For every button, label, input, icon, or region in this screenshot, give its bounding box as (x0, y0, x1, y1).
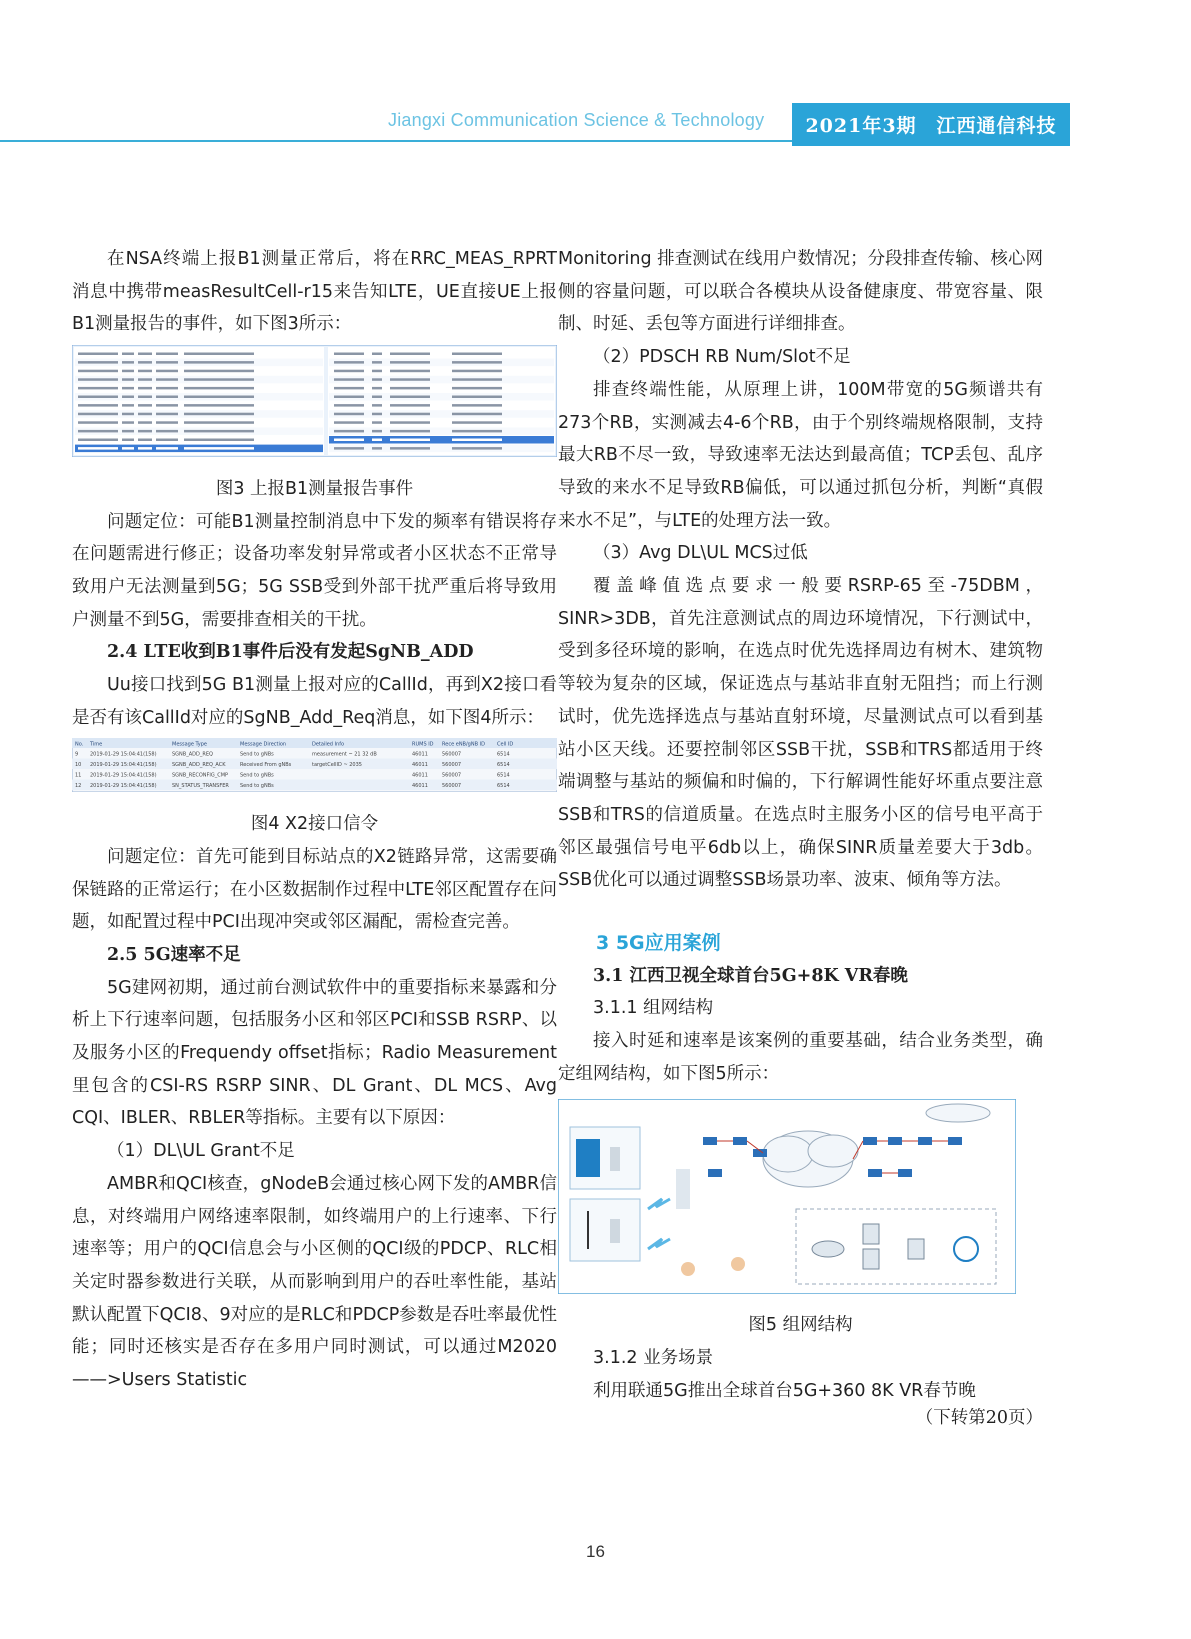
log-cell (122, 447, 134, 450)
log-cell (452, 370, 502, 373)
log-cell (334, 387, 364, 390)
log-cell (156, 404, 178, 407)
log-cell (334, 430, 364, 433)
log-cell (78, 430, 118, 433)
log-cell (334, 439, 364, 442)
log-cell (122, 387, 134, 390)
log-cell (138, 370, 152, 373)
fig3-caption: 图3 上报B1测量报告事件 (215, 478, 414, 499)
table-header-cell: Time (90, 741, 103, 748)
log-cell (372, 370, 382, 373)
table-cell: Received From gNBs (240, 762, 292, 769)
log-cell (156, 439, 178, 442)
log-cell (156, 413, 178, 416)
log-cell (390, 378, 430, 381)
log-cell (452, 387, 502, 390)
fig5-caption: 图5 组网结构 (748, 1315, 853, 1336)
table-cell: 46011 (412, 783, 428, 790)
log-cell (122, 404, 134, 407)
left-column (72, 243, 557, 1397)
log-cell (372, 421, 382, 424)
figure-3 (72, 345, 557, 469)
log-cell (372, 447, 382, 450)
log-cell (156, 396, 178, 399)
log-cell (138, 439, 152, 442)
log-cell (122, 353, 134, 356)
subheading: （3）Avg DL\UL MCS过低 (593, 543, 808, 564)
table-cell: Send to gNBs (240, 772, 274, 779)
log-cell (138, 361, 152, 364)
figure-4 (72, 738, 557, 804)
fig4-caption: 图4 X2接口信令 (250, 814, 379, 835)
log-cell (122, 413, 134, 416)
log-cell (390, 404, 430, 407)
log-cell (78, 439, 118, 442)
log-cell (334, 447, 364, 450)
log-cell (372, 430, 382, 433)
fig3-screenshot (72, 345, 557, 457)
table-header-cell: Message Type (172, 741, 207, 748)
section-heading-2-4: 2.4 LTE收到B1事件后没有发起SgNB_ADD (107, 642, 474, 663)
table-cell: 11 (75, 772, 82, 779)
log-cell (78, 447, 118, 450)
log-cell (184, 378, 254, 381)
log-cell (156, 353, 178, 356)
table-cell: targetCellID ~ 2035 (312, 762, 362, 769)
table-header-cell: Cell ID (497, 741, 514, 748)
table-cell: 2019-01-29 15:04:41(158) (90, 772, 157, 779)
log-cell (78, 404, 118, 407)
issue-banner: 2021年3期 江西通信科技 (792, 103, 1070, 146)
log-cell (372, 396, 382, 399)
log-cell (452, 430, 502, 433)
log-cell (184, 439, 254, 442)
figure-5 (558, 1099, 1043, 1306)
log-cell (334, 361, 364, 364)
log-cell (452, 353, 502, 356)
log-cell (452, 413, 502, 416)
table-cell: 2019-01-29 15:04:41(158) (90, 751, 157, 758)
log-cell (452, 378, 502, 381)
paragraph: Uu接口找到5G B1测量上报对应的CallId，再到X2接口看是否有该CallId对应的SgNB_Add_Req消息，如下图4所示： (72, 675, 557, 728)
subheading: （1）DL\UL Grant不足 (107, 1141, 295, 1162)
table-cell: 46011 (412, 751, 428, 758)
table-cell: SGNB_ADD_REQ_ACK (172, 762, 226, 769)
table-cell: SGNB_RECONFIG_CMP (172, 772, 229, 779)
paragraph: 问题定位：首先可能到目标站点的X2链路异常，这需要确保链路的正常运行；在小区数据制作过程中LTE邻区配置存在问题，如配置过程中PCI出现冲突或邻区漏配，需检查完善。 (72, 846, 557, 933)
subsection-heading: 3.1.2 业务场景 (593, 1347, 714, 1368)
table-cell: 6514 (497, 783, 510, 790)
table-cell: 46011 (412, 772, 428, 779)
table-header-cell: Rece eNB/gNB ID (442, 741, 485, 748)
log-cell (334, 396, 364, 399)
log-cell (156, 447, 178, 450)
table-cell: measurement ~ 21 32 dB (312, 751, 377, 758)
table-cell: Send to gNBs (240, 751, 274, 758)
log-cell (390, 396, 430, 399)
section-heading-3-1: 3.1 江西卫视全球首台5G+8K VR春晚 (593, 965, 908, 986)
fig5-network-diagram (558, 1099, 1016, 1294)
log-cell (122, 370, 134, 373)
paragraph: 利用联通5G推出全球首台5G+360 8K VR春节晚 (593, 1380, 976, 1401)
right-column (558, 243, 1043, 1429)
table-cell: 46011 (412, 762, 428, 769)
log-cell (184, 387, 254, 390)
log-cell (372, 404, 382, 407)
log-cell (452, 421, 502, 424)
paragraph: 接入时延和速率是该案例的重要基础，结合业务类型，确定组网结构，如下图5所示： (558, 1031, 1043, 1084)
log-cell (156, 361, 178, 364)
log-cell (138, 404, 152, 407)
paragraph: AMBR和QCI核查，gNodeB会通过核心网下发的AMBR信息，对终端用户网络速率限制，如终端用户的上行速率、下行速率等；用户的QCI信息会与小区侧的QCI级的PDCP、RLC相关定时器参数进行关联，从而影响到用户的吞吐率性能，基站默认配置下QCI8、9对应的是RLC和PDCP参数是吞吐率最优性能；同时还核实是否存在多用户同时测试，可以通过M2020——>Users Statistic (72, 1173, 557, 1391)
paragraph: 覆盖峰值选点要求一般要RSRP-65至-75DBM，SINR>3DB，首先注意测试点的周边环境情况，下行测试中，受到多径环境的影响，在选点时优先选择周边有树木、建筑物等较为复杂的区域，保证选点与基站非直射无阻挡；而上行测试时，优先选择选点与基站直射环境，尽量测试点可以看到基站小区天线。还要控制邻区SSB干扰，SSB和TRS都适用于终端调整与基站的频偏和时偏的，下行解调性能好坏重点要注意SSB和TRS的信道质量。在选点时主服务小区的信号电平高于邻区最强信号电平6db以上，确保SINR质量差要大于3db。SSB优化可以通过调整SSB场景功率、波束、倾角等方法。 (558, 576, 1043, 891)
paragraph: 5G建网初期，通过前台测试软件中的重要指标来暴露和分析上下行速率问题，包括服务小区和邻区PCI和SSB RSRP、以及服务小区的Frequendy offset指标；Radio Measurement 里包含的CSI-RS RSRP SINR、DL Grant、DL MCS、Avg CQI、IBLER、RBLER等指标。主要有以下原因： (72, 977, 557, 1129)
log-cell (138, 421, 152, 424)
table-cell: 2019-01-29 15:04:41(158) (90, 762, 157, 769)
log-cell (452, 361, 502, 364)
log-cell (390, 370, 430, 373)
log-cell (138, 447, 152, 450)
log-cell (452, 396, 502, 399)
log-cell (390, 387, 430, 390)
table-cell: 6514 (497, 762, 510, 769)
log-cell (138, 378, 152, 381)
log-cell (184, 404, 254, 407)
log-cell (334, 413, 364, 416)
log-cell (78, 378, 118, 381)
log-cell (184, 430, 254, 433)
table-cell: SN_STATUS_TRANSFER (172, 783, 229, 790)
log-cell (334, 421, 364, 424)
fig4-table (72, 738, 557, 792)
log-cell (334, 353, 364, 356)
log-cell (334, 404, 364, 407)
table-cell: 560007 (442, 783, 462, 790)
table-cell: Send to gNBs (240, 783, 274, 790)
log-cell (156, 421, 178, 424)
table-cell: 560007 (442, 762, 462, 769)
log-cell (390, 353, 430, 356)
log-cell (138, 396, 152, 399)
log-cell (372, 378, 382, 381)
section-heading-3: 3 5G应用案例 (596, 932, 721, 955)
log-cell (184, 447, 254, 450)
subsection-heading: 3.1.1 组网结构 (593, 998, 714, 1019)
log-cell (390, 430, 430, 433)
paragraph: 排查终端性能，从原理上讲，100M带宽的5G频谱共有273个RB，实测减去4-6个RB，由于个别终端规格限制，支持最大RB不尽一致，导致速率无法达到最高值；TCP丢包、乱序导致的来水不足导致RB偏低，可以通过抓包分析，判断“真假来水不足”，与LTE的处理方法一致。 (558, 379, 1043, 531)
table-cell: 560007 (442, 751, 462, 758)
log-cell (156, 387, 178, 390)
section-heading-2-5: 2.5 5G速率不足 (107, 944, 241, 965)
log-cell (334, 378, 364, 381)
table-header-cell: No. (75, 741, 84, 748)
continued-note: （下转第20页） (915, 1408, 1043, 1429)
log-cell (390, 361, 430, 364)
log-cell (334, 370, 364, 373)
log-cell (372, 361, 382, 364)
log-cell (122, 430, 134, 433)
log-cell (138, 413, 152, 416)
paragraph: Monitoring 排查测试在线用户数情况；分段排查传输、核心网侧的容量问题，可以联合各模块从设备健康度、带宽容量、限制、时延、丢包等方面进行详细排查。 (558, 249, 1043, 335)
table-cell: 6514 (497, 751, 510, 758)
table-cell: 10 (75, 762, 82, 769)
log-cell (372, 413, 382, 416)
log-cell (390, 439, 430, 442)
log-cell (138, 387, 152, 390)
table-header-cell: RUMS ID (412, 741, 434, 748)
log-cell (78, 370, 118, 373)
header-rule (0, 140, 792, 142)
log-cell (122, 439, 134, 442)
log-cell (156, 378, 178, 381)
log-cell (78, 413, 118, 416)
log-cell (122, 421, 134, 424)
subheading: （2）PDSCH RB Num/Slot不足 (593, 347, 851, 368)
journal-english-title: Jiangxi Communication Science & Technology (388, 110, 765, 130)
log-cell (156, 370, 178, 373)
table-cell: 12 (75, 783, 82, 790)
log-cell (78, 396, 118, 399)
table-header-cell: Message Direction (240, 741, 287, 748)
table-cell: 560007 (442, 772, 462, 779)
log-cell (138, 353, 152, 356)
paragraph: 问题定位：可能B1测量控制消息中下发的频率有错误将存在问题需进行修正；设备功率发射异常或者小区状态不正常导致用户无法测量到5G；5G SSB受到外部干扰严重后将导致用户测量不到5G，需要排查相关的干扰。 (72, 511, 557, 630)
table-cell: 2019-01-29 15:04:41(158) (90, 783, 157, 790)
log-cell (184, 361, 254, 364)
log-cell (184, 413, 254, 416)
log-cell (452, 447, 502, 450)
log-cell (372, 353, 382, 356)
log-cell (184, 370, 254, 373)
log-cell (78, 421, 118, 424)
log-cell (122, 361, 134, 364)
log-cell (184, 421, 254, 424)
log-cell (156, 430, 178, 433)
table-header-cell: Detailed Info (312, 741, 345, 748)
log-cell (390, 413, 430, 416)
log-cell (372, 387, 382, 390)
table-cell: SGNB_ADD_REQ (172, 751, 213, 758)
log-cell (78, 353, 118, 356)
log-cell (390, 421, 430, 424)
log-cell (78, 361, 118, 364)
log-cell (452, 439, 502, 442)
page-number: 16 (586, 1542, 605, 1561)
log-cell (372, 439, 382, 442)
table-cell: 6514 (497, 772, 510, 779)
log-cell (122, 396, 134, 399)
log-cell (184, 353, 254, 356)
table-cell: 9 (75, 751, 79, 758)
log-cell (452, 404, 502, 407)
log-cell (138, 430, 152, 433)
log-cell (78, 387, 118, 390)
paragraph: 在NSA终端上报B1测量正常后，将在RRC_MEAS_RPRT消息中携带measResultCell-r15来告知LTE，UE直接UE上报B1测量报告的事件，如下图3所示： (72, 249, 557, 335)
log-cell (122, 378, 134, 381)
log-cell (184, 396, 254, 399)
log-cell (390, 447, 430, 450)
